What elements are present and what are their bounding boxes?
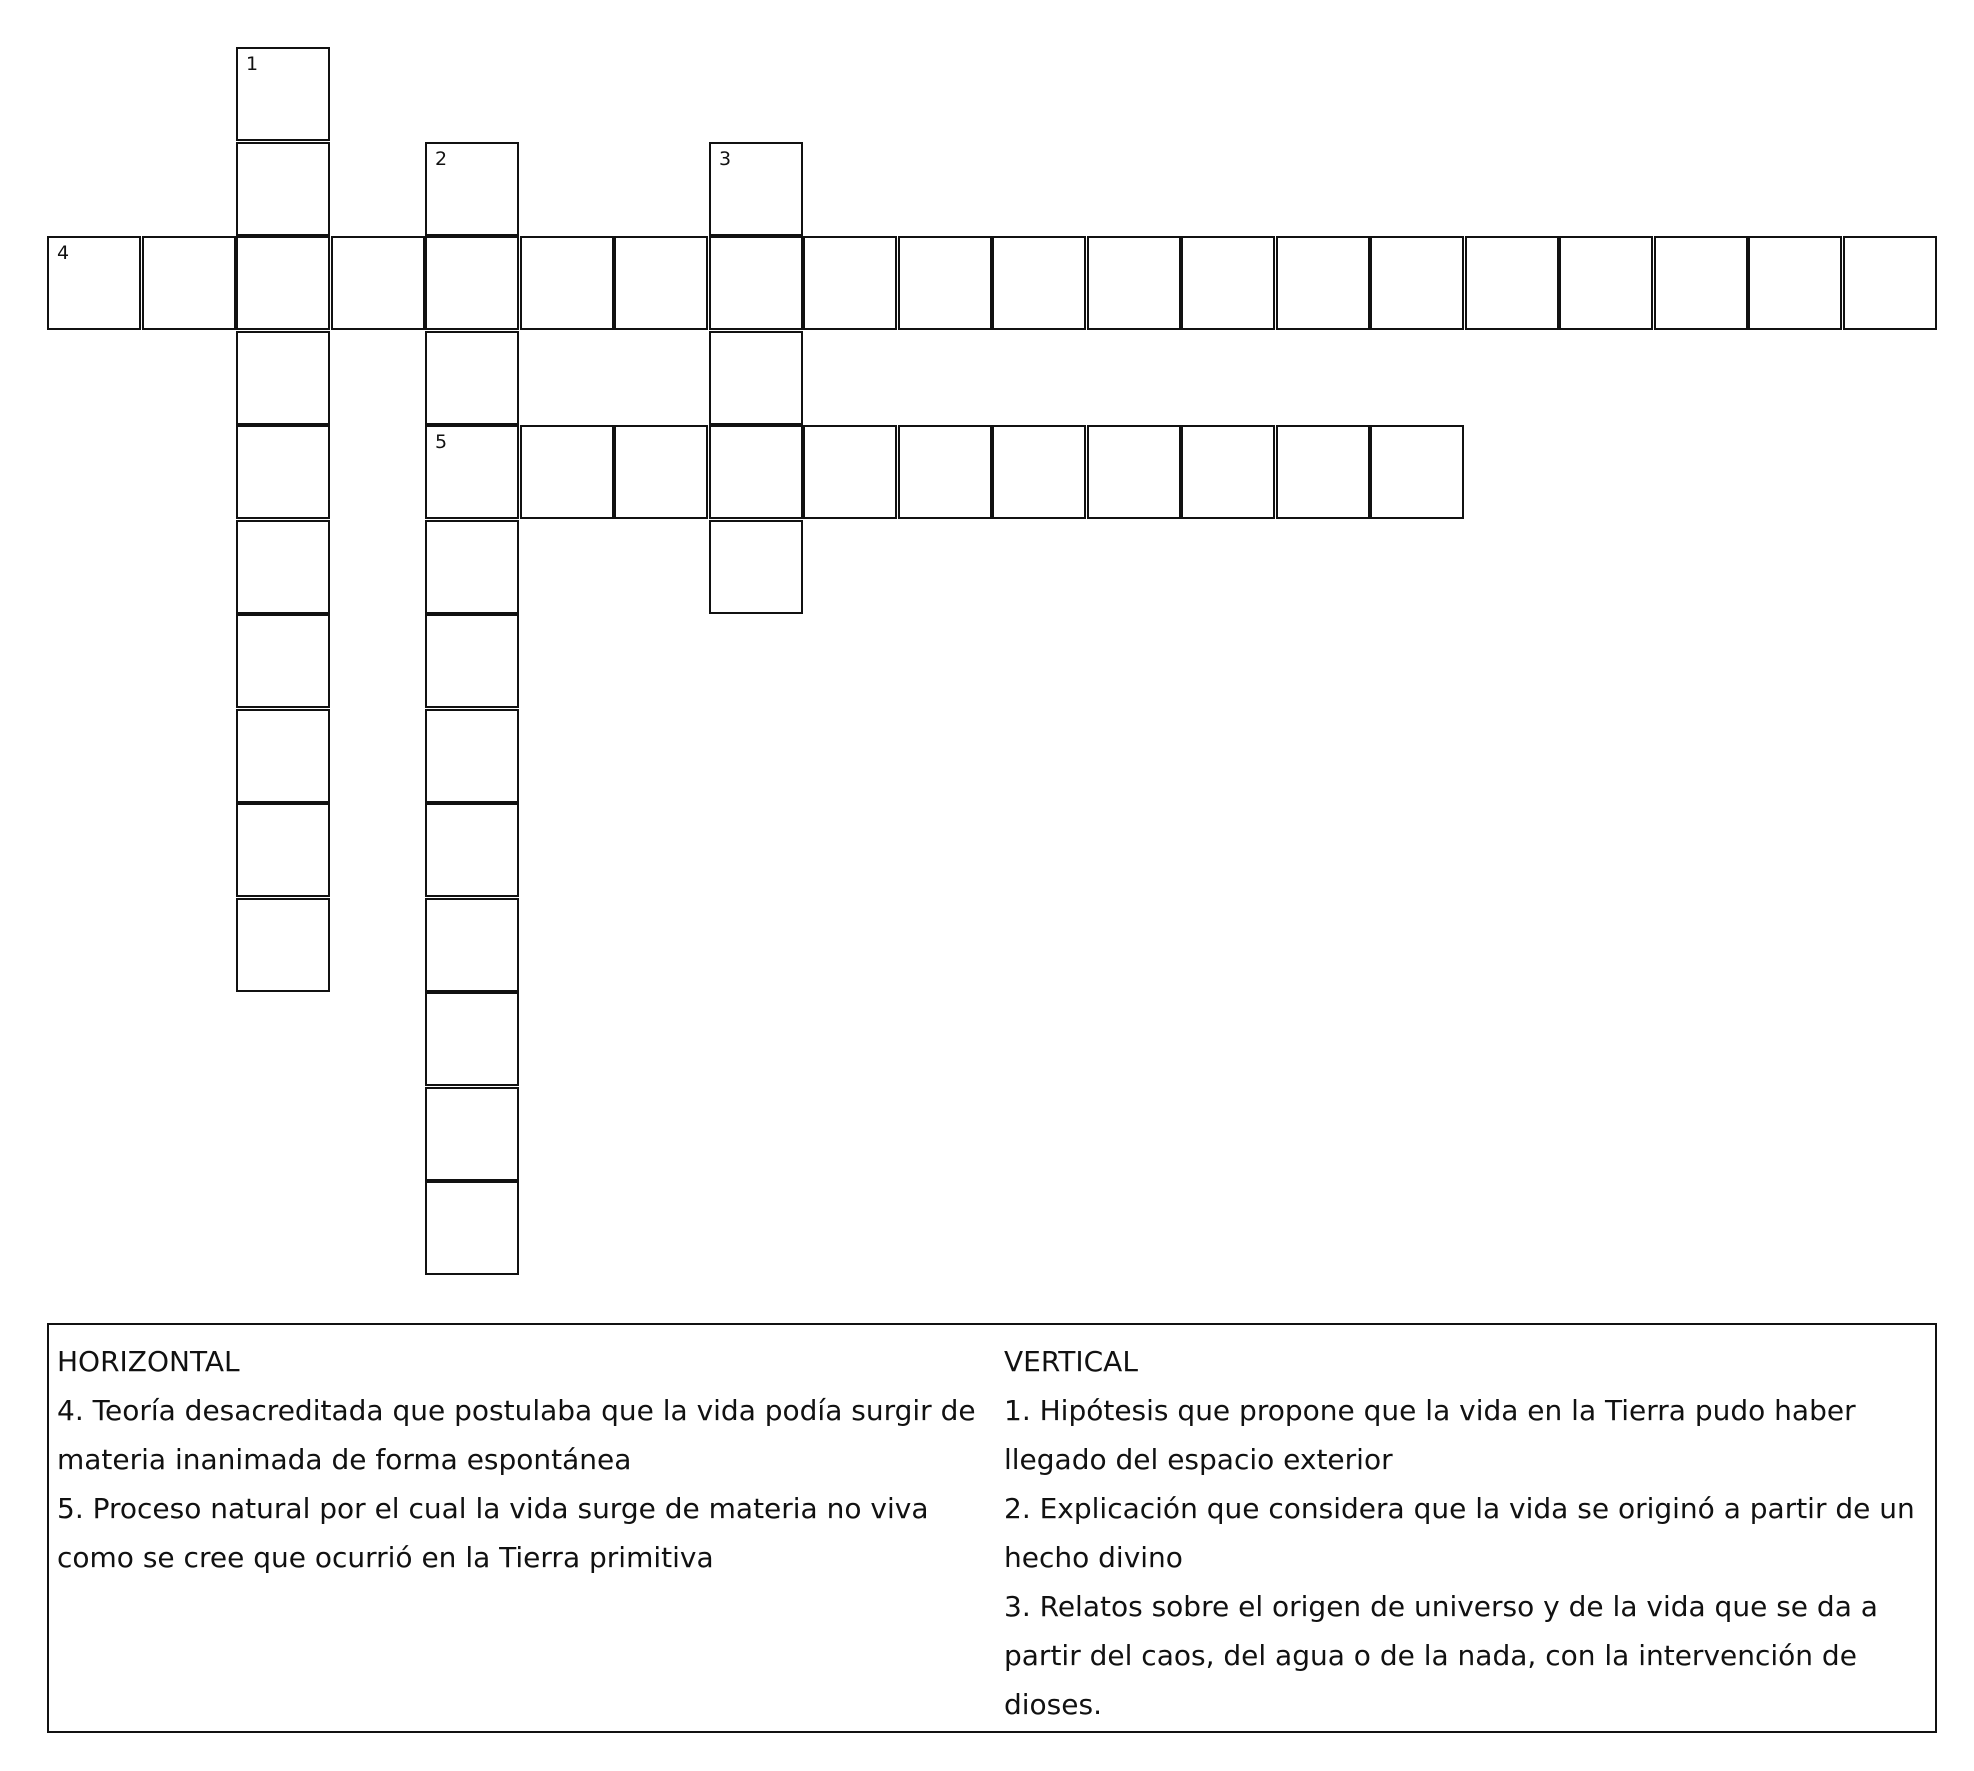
- crossword-cell[interactable]: [236, 236, 330, 330]
- clue-number: 3: [719, 148, 732, 170]
- crossword-cell[interactable]: [236, 614, 330, 708]
- crossword-cell[interactable]: [331, 236, 425, 330]
- crossword-cell[interactable]: [425, 992, 519, 1086]
- crossword-cell[interactable]: [1465, 236, 1559, 330]
- crossword-cell[interactable]: [803, 236, 897, 330]
- crossword-cell[interactable]: [1087, 236, 1181, 330]
- crossword-cell[interactable]: [425, 614, 519, 708]
- crossword-cell[interactable]: [236, 898, 330, 992]
- crossword-cell[interactable]: [709, 425, 803, 519]
- crossword-cell[interactable]: [709, 331, 803, 425]
- crossword-cell[interactable]: [614, 425, 708, 519]
- crossword-cell[interactable]: [898, 236, 992, 330]
- crossword-cell[interactable]: [709, 520, 803, 614]
- crossword-cell[interactable]: [425, 520, 519, 614]
- clue-across-5: 5. Proceso natural por el cual la vida surge de materia no viva como se cree que ocurrió en la Tierra primitiva: [57, 1492, 929, 1574]
- crossword-cell[interactable]: [709, 142, 803, 236]
- crossword-cell[interactable]: [236, 331, 330, 425]
- crossword-cell[interactable]: [425, 709, 519, 803]
- crossword-cell[interactable]: [992, 425, 1086, 519]
- horizontal-heading: HORIZONTAL: [57, 1345, 240, 1378]
- crossword-cell[interactable]: [236, 709, 330, 803]
- clue-number: 2: [435, 148, 448, 170]
- crossword-cell[interactable]: [236, 142, 330, 236]
- crossword-cell[interactable]: [1654, 236, 1748, 330]
- crossword-cell[interactable]: [425, 898, 519, 992]
- crossword-cell[interactable]: [709, 236, 803, 330]
- crossword-cell[interactable]: [236, 520, 330, 614]
- clue-number: 5: [435, 431, 448, 453]
- crossword-cell[interactable]: [425, 142, 519, 236]
- crossword-cell[interactable]: [425, 331, 519, 425]
- crossword-cell[interactable]: [236, 425, 330, 519]
- clue-down-2: 2. Explicación que considera que la vida se originó a partir de un hecho divino: [1004, 1492, 1915, 1574]
- clues-panel: [47, 1323, 1937, 1733]
- crossword-cell[interactable]: [236, 803, 330, 897]
- clue-down-1: 1. Hipótesis que propone que la vida en la Tierra pudo haber llegado del espacio exterior: [1004, 1394, 1856, 1476]
- crossword-cell[interactable]: [1370, 236, 1464, 330]
- crossword-cell[interactable]: [1087, 425, 1181, 519]
- crossword-cell[interactable]: [520, 236, 614, 330]
- crossword-cell[interactable]: [898, 425, 992, 519]
- clue-number: 1: [246, 53, 259, 75]
- vertical-clues: [1004, 1337, 1929, 1729]
- clue-number: 4: [57, 242, 70, 264]
- crossword-cell[interactable]: [992, 236, 1086, 330]
- crossword-cell[interactable]: [142, 236, 236, 330]
- crossword-cell[interactable]: [1559, 236, 1653, 330]
- crossword-cell[interactable]: [425, 1087, 519, 1181]
- crossword-cell[interactable]: [1181, 425, 1275, 519]
- crossword-cell[interactable]: [1181, 236, 1275, 330]
- crossword-cell[interactable]: [425, 803, 519, 897]
- vertical-heading: VERTICAL: [1004, 1345, 1138, 1378]
- crossword-cell[interactable]: [1276, 425, 1370, 519]
- crossword-cell[interactable]: [803, 425, 897, 519]
- horizontal-clues: [57, 1337, 987, 1582]
- clue-across-4: 4. Teoría desacreditada que postulaba que la vida podía surgir de materia inanimada de forma espontánea: [57, 1394, 976, 1476]
- crossword-cell[interactable]: [1843, 236, 1937, 330]
- crossword-cell[interactable]: [425, 1181, 519, 1275]
- clue-down-3: 3. Relatos sobre el origen de universo y de la vida que se da a partir del caos, del agua o de la nada, con la intervención de dioses.: [1004, 1590, 1878, 1721]
- crossword-cell[interactable]: [47, 236, 141, 330]
- crossword-cell[interactable]: [1748, 236, 1842, 330]
- crossword-cell[interactable]: [1370, 425, 1464, 519]
- crossword-cell[interactable]: [425, 425, 519, 519]
- crossword-cell[interactable]: [614, 236, 708, 330]
- crossword-cell[interactable]: [425, 236, 519, 330]
- crossword-cell[interactable]: [236, 47, 330, 141]
- crossword-cell[interactable]: [520, 425, 614, 519]
- crossword-cell[interactable]: [1276, 236, 1370, 330]
